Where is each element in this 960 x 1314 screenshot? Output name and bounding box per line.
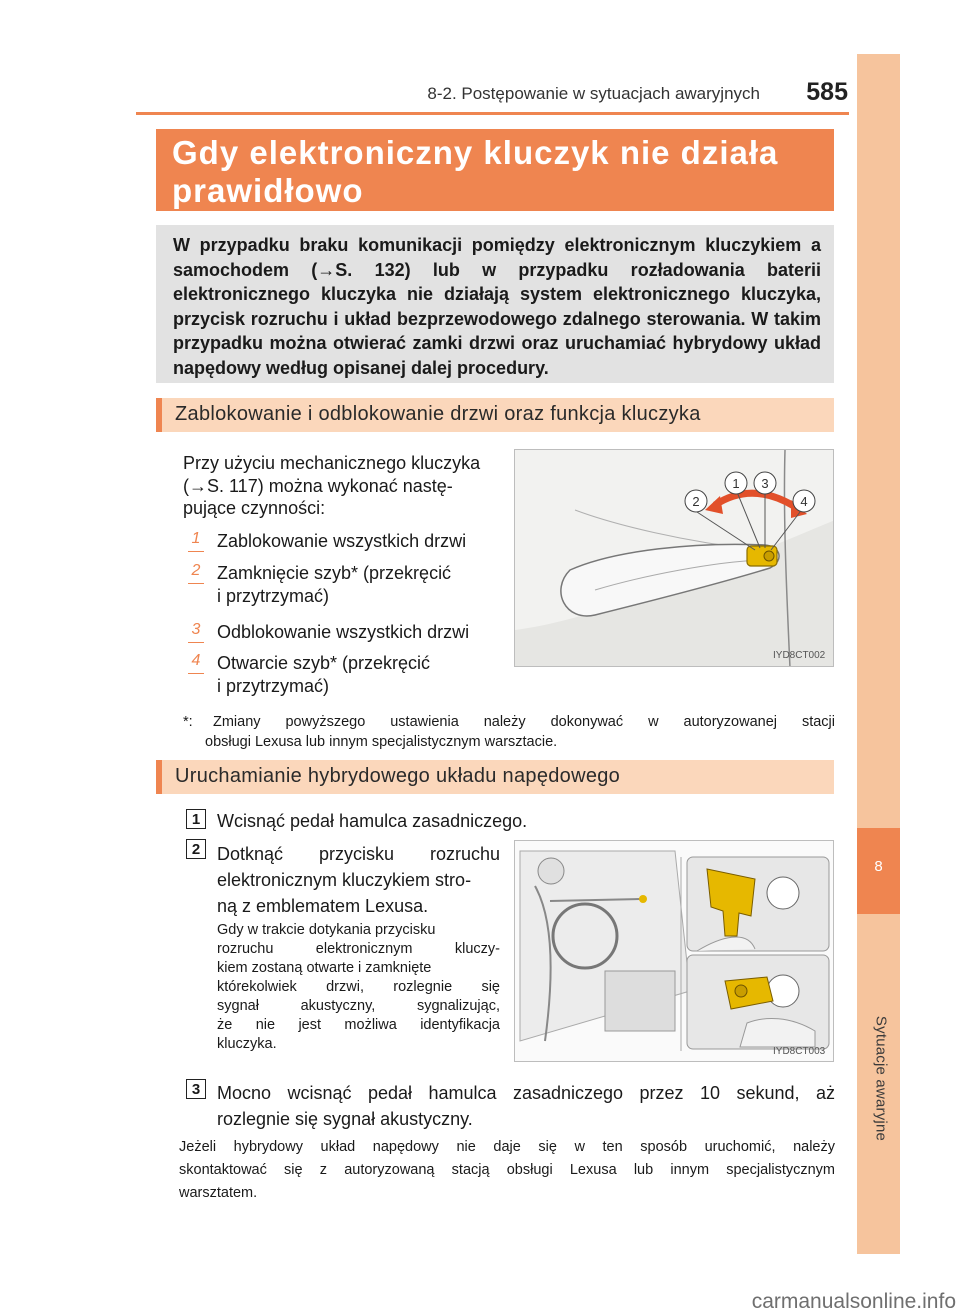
note-line: kluczyka. bbox=[217, 1036, 277, 1052]
step-number: 1 bbox=[186, 809, 206, 829]
step-text bbox=[217, 1080, 835, 1132]
item-line: i przytrzymać) bbox=[217, 585, 329, 606]
step-text bbox=[217, 841, 500, 919]
driver-figure-icon bbox=[538, 858, 564, 884]
item-line: Otwarcie szyb* (przekręcić bbox=[217, 653, 431, 673]
header-section-title: 8-2. Postępowanie w sytuacjach awaryjnych bbox=[427, 84, 760, 103]
callout-3 bbox=[754, 472, 776, 494]
item-line: i przytrzymać) bbox=[217, 675, 329, 696]
door-handle-illustration bbox=[514, 449, 834, 667]
step-number: 3 bbox=[186, 1079, 206, 1099]
svg-text:4: 4 bbox=[800, 494, 808, 509]
callout-1 bbox=[725, 472, 747, 494]
intro-text: W przypadku braku komunikacji pomiędzy elektronicznym kluczykiem a samochodem (→S. 132) lub w przypadku rozładowania baterii elektronicznego kluczyka nie działają system elektronicznego kluczyka, przycisk rozruchu i układ bezprzewodowego zdalnego sterowania. W takim przypadku można otwierać zamki drzwi oraz uruchamiać hybrydowy układ napędowy według opisanej dalej procedury. bbox=[173, 235, 821, 378]
callout-4 bbox=[793, 490, 815, 512]
side-tab-chapter-label: Sytuacje awaryjne bbox=[872, 1015, 890, 1142]
page-title-line2: prawidłowo bbox=[172, 172, 364, 209]
item-number: 3 bbox=[186, 621, 206, 643]
step-line: rozlegnie się sygnał akustyczny. bbox=[217, 1109, 473, 1129]
note-line: kiem zostaną otwarte i zamknięte bbox=[217, 960, 432, 976]
closing-text bbox=[179, 1136, 835, 1205]
image-code: IYD8CT002 bbox=[773, 650, 826, 661]
item-text: Odblokowanie wszystkich drzwi bbox=[217, 622, 470, 642]
closing-line: Jeżeli hybrydowy układ napędowy nie daje się w ten sposób uruchomić, należy bbox=[179, 1139, 835, 1155]
svg-text:1: 1 bbox=[732, 476, 740, 491]
lead-line: Przy użyciu mechanicznego kluczyka bbox=[183, 453, 481, 473]
step-text: Wcisnąć pedał hamulca zasadniczego. bbox=[217, 811, 528, 831]
footnote-line: Zmiany powyższego ustawienia należy dokonywać w autoryzowanej stacji bbox=[213, 714, 835, 730]
callout-2 bbox=[685, 490, 707, 512]
note-line: Gdy w trakcie dotykania przycisku bbox=[217, 922, 436, 938]
item-number: 2 bbox=[186, 562, 206, 584]
section1-heading: Zablokowanie i odblokowanie drzwi oraz funkcja kluczyka bbox=[175, 403, 701, 425]
side-tab-chapter-number: 8 bbox=[874, 858, 883, 875]
svg-text:3: 3 bbox=[761, 476, 769, 491]
section2-heading-bar bbox=[156, 760, 162, 794]
page-title-line1: Gdy elektroniczny kluczyk nie działa bbox=[172, 134, 779, 171]
start-button-drawing bbox=[515, 841, 834, 1062]
step-line: Dotknąć przycisku rozruchu bbox=[217, 844, 500, 864]
svg-text:2: 2 bbox=[692, 494, 700, 509]
page-number: 585 bbox=[806, 78, 848, 106]
start-button-icon bbox=[767, 877, 799, 909]
note-line: że nie jest możliwa identyfikacja bbox=[217, 1017, 500, 1033]
lead-line: (→S. 117) można wykonać nastę- bbox=[183, 475, 453, 496]
step-line: ną z emblematem Lexusa. bbox=[217, 896, 429, 916]
item-text bbox=[217, 652, 502, 697]
section1-heading-bar bbox=[156, 398, 162, 432]
step-line: Mocno wcisnąć pedał hamulca zasadniczego przez 10 sekund, aż bbox=[217, 1083, 835, 1103]
footnote-line: obsługi Lexusa lub innym specjalistycznym warsztacie. bbox=[205, 734, 558, 750]
note-line: którekolwiek drzwi, rozlegnie się bbox=[217, 979, 500, 995]
door-handle-drawing bbox=[515, 450, 834, 667]
page-title bbox=[172, 134, 822, 210]
section1-lead bbox=[183, 452, 503, 520]
item-number: 1 bbox=[186, 530, 206, 552]
closing-line: warsztatem. bbox=[179, 1185, 258, 1201]
step-number: 2 bbox=[186, 839, 206, 859]
item-text: Zablokowanie wszystkich drzwi bbox=[217, 531, 467, 551]
item-text bbox=[217, 562, 502, 607]
footnote-mark: *: bbox=[183, 714, 193, 730]
note-line: rozruchu elektronicznym kluczy- bbox=[217, 941, 500, 957]
step-note bbox=[217, 921, 500, 1054]
note-line: sygnał akustyczny, sygnalizując, bbox=[217, 998, 500, 1014]
watermark: carmanualsonline.info bbox=[751, 1290, 956, 1313]
item-number: 4 bbox=[186, 652, 206, 674]
lead-line: pujące czynności: bbox=[183, 498, 326, 518]
item-line: Zamknięcie szyb* (przekręcić bbox=[217, 563, 452, 583]
header-rule bbox=[136, 112, 849, 115]
closing-line: skontaktować się z autoryzowaną stacją obsługi Lexusa lub innym specjalistycznym bbox=[179, 1162, 835, 1178]
section2-heading: Uruchamianie hybrydowego układu napędowego bbox=[175, 765, 621, 787]
image-code: IYD8CT003 bbox=[773, 1046, 826, 1057]
step-line: elektronicznym kluczykiem stro- bbox=[217, 870, 472, 890]
start-button-illustration bbox=[514, 840, 834, 1062]
